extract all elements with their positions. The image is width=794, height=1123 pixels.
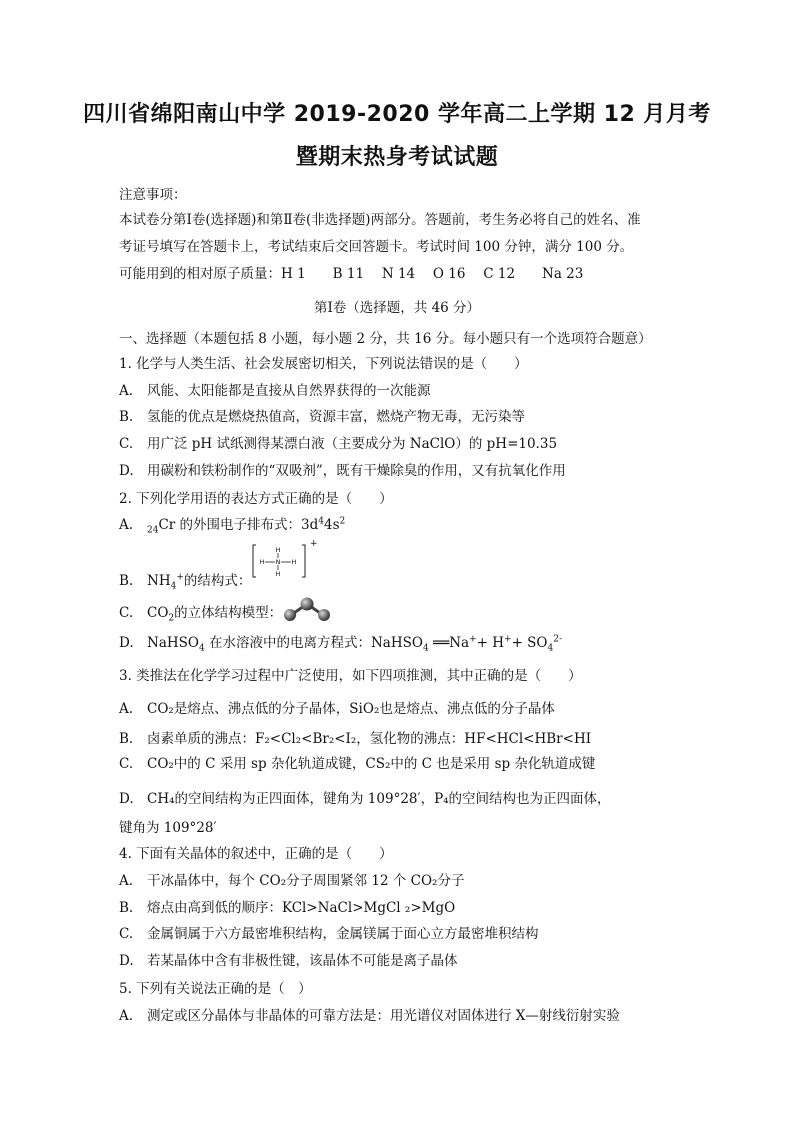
- title-line2: 暨期末热身考试试题: [295, 145, 499, 170]
- option-label: C.: [119, 605, 134, 621]
- nh4-n: N: [275, 559, 281, 566]
- co2-ball-model-icon: [282, 596, 332, 622]
- option-label: B.: [119, 900, 134, 916]
- notice-line2: 考证号填写在答题卡上，考试结束后交回答题卡。考试时间 100 分钟，满分 100 分。: [119, 239, 634, 255]
- q1-option-c: [119, 432, 557, 452]
- option-text: 熔点由高到低的顺序：KCl>NaCl>MgCl ₂>MgO: [147, 900, 456, 916]
- option-label: B.: [119, 731, 134, 747]
- q4-option-d: [119, 949, 458, 969]
- option-label: A.: [119, 873, 134, 889]
- q1-option-d: [119, 459, 566, 479]
- option-label: B.: [119, 573, 134, 589]
- option-label: A.: [119, 383, 134, 399]
- subscript: 4: [170, 581, 177, 592]
- option-label: D.: [119, 635, 134, 651]
- atomic-masses: 可能用到的相对原子质量：H 1 B 11 N 14 O 16 C 12 Na 23: [119, 266, 584, 282]
- option-label: A.: [119, 517, 134, 533]
- subscript: 4: [422, 643, 429, 654]
- superscript: 4: [318, 516, 324, 527]
- notice-heading: 注意事项：: [119, 187, 187, 203]
- q3-option-c: [119, 752, 595, 772]
- option-label: D.: [119, 463, 134, 479]
- q4-option-c: [119, 922, 539, 942]
- option-label: D.: [119, 953, 134, 969]
- option-text: 用碳粉和铁粉制作的“双吸剂”，既有干燥除臭的作用，又有抗氧化作用: [147, 463, 566, 479]
- option-label: C.: [119, 436, 134, 452]
- option-text: 的结构式：: [183, 573, 252, 589]
- notice-line1: 本试卷分第Ⅰ卷(选择题)和第Ⅱ卷(非选择题)两部分。答题前，考生务必将自己的姓名、准: [119, 212, 641, 228]
- option-text: CO₂中的 C 采用 sp 杂化轨道成键，CS₂中的 C 也是采用 sp 杂化轨道成键: [147, 756, 596, 772]
- q4-option-b: [119, 896, 455, 916]
- nh4-charge: +: [310, 539, 318, 549]
- option-text: CO: [147, 605, 169, 621]
- atomic-number: 24: [147, 525, 159, 536]
- option-text: 的立体结构模型：: [174, 605, 283, 621]
- option-text: ══Na: [428, 635, 470, 651]
- option-label: A.: [119, 701, 134, 717]
- q3-option-d-cont: 键角为 109°28′: [119, 820, 217, 836]
- nh4-structure-diagram: [252, 543, 306, 579]
- q3-option-a: [119, 697, 555, 717]
- option-text: 金属铜属于六方最密堆积结构，金属镁属于面心立方最密堆积结构: [147, 926, 539, 942]
- option-text: Cr 的外围电子排布式：3d: [158, 517, 319, 533]
- q3-stem: 3. 类推法在化学学习过程中广泛使用，如下四项推测，其中正确的是（ ）: [119, 668, 582, 684]
- section1-heading: 一、选择题（本题包括 8 小题，每小题 2 分，共 16 分。每小题只有一个选项符合题意）: [119, 331, 652, 347]
- q2-option-a: [119, 513, 345, 536]
- q1-option-b: [119, 405, 525, 425]
- option-text: CH₄的空间结构为正四面体，键角为 109°28′，P₄的空间结构也为正四面体，: [147, 791, 611, 807]
- option-label: A.: [119, 1008, 134, 1024]
- option-text: 风能、太阳能都是直接从自然界获得的一次能源: [147, 383, 431, 399]
- q5-stem: 5. 下列有关说法正确的是（ ）: [119, 981, 312, 997]
- option-label: B.: [119, 409, 134, 425]
- option-text: NH: [147, 573, 171, 589]
- q1-stem: 1. 化学与人类生活、社会发展密切相关，下列说法错误的是（ ）: [119, 356, 528, 372]
- subscript: 4: [547, 643, 554, 654]
- option-text: 若某晶体中含有非极性键，该晶体不可能是离子晶体: [147, 953, 458, 969]
- q5-option-a: [119, 1004, 620, 1024]
- q4-stem: 4. 下面有关晶体的叙述中，正确的是（ ）: [119, 846, 393, 862]
- q3-option-b: [119, 727, 591, 747]
- subscript: 4: [198, 643, 205, 654]
- option-text: 测定或区分晶体与非晶体的可靠方法是：用光谱仪对固体进行 X—射线衍射实验: [147, 1008, 620, 1024]
- option-label: C.: [119, 756, 134, 772]
- q2-stem: 2. 下列化学用语的表达方式正确的是（ ）: [119, 491, 393, 507]
- option-text: NaHSO: [147, 635, 199, 651]
- q2-option-d: [119, 631, 562, 654]
- option-label: D.: [119, 791, 134, 807]
- nh4-h-bottom: H: [275, 571, 281, 578]
- nh4-h-top: H: [275, 547, 281, 554]
- nh4-h-left: H: [259, 559, 265, 566]
- q2-option-c: [119, 601, 282, 624]
- q2-option-b: [119, 569, 251, 592]
- option-text: + SO: [511, 635, 548, 651]
- option-text: 氢能的优点是燃烧热值高，资源丰富，燃烧产物无毒，无污染等: [147, 409, 525, 425]
- option-text: 卤素单质的沸点：F₂<Cl₂<Br₂<I₂，氢化物的沸点：HF<HCl<HBr<HI: [147, 731, 592, 747]
- superscript: +: [469, 634, 477, 645]
- option-label: C.: [119, 926, 134, 942]
- superscript: 2-: [553, 634, 563, 645]
- subscript: 2: [168, 613, 175, 624]
- q3-option-d: [119, 787, 611, 807]
- option-text: 在水溶液中的电离方程式：NaHSO: [204, 635, 423, 651]
- option-text: 4s: [324, 517, 340, 533]
- q1-option-a: [119, 379, 431, 399]
- q4-option-a: [119, 869, 464, 889]
- option-text: 干冰晶体中，每个 CO₂分子周围紧邻 12 个 CO₂分子: [147, 873, 465, 889]
- option-text: 用广泛 pH 试纸测得某漂白液（主要成分为 NaClO）的 pH=10.35: [147, 436, 558, 452]
- title-line1: 四川省绵阳南山中学 2019-2020 学年高二上学期 12 月月考: [83, 102, 711, 127]
- option-text: CO₂是熔点、沸点低的分子晶体，SiO₂也是熔点、沸点低的分子晶体: [147, 701, 555, 717]
- superscript: 2: [339, 516, 346, 527]
- option-text: + H: [476, 635, 505, 651]
- superscript: +: [504, 634, 512, 645]
- part1-heading: 第Ⅰ卷（选择题，共 46 分）: [313, 300, 481, 316]
- superscript: +: [176, 572, 184, 583]
- nh4-h-right: H: [291, 559, 297, 566]
